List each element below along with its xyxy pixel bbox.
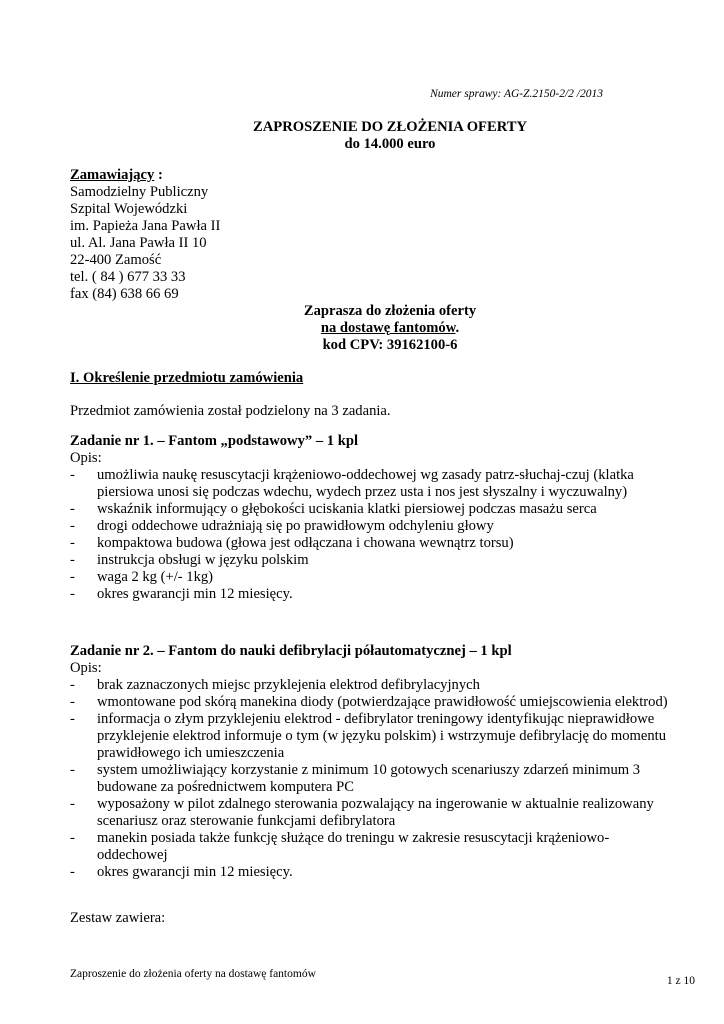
section-1-intro: Przedmiot zamówienia został podzielony na 3 zadania.: [70, 403, 391, 419]
task-2-list: [70, 677, 670, 881]
task-1-list: [70, 467, 670, 603]
task-1: [70, 433, 670, 603]
list-item: - kompaktowa budowa (głowa jest odłączana i chowana wewnątrz torsu): [70, 535, 670, 552]
orderer-line: Samodzielny Publiczny: [70, 184, 209, 200]
title-line-1: ZAPROSZENIE DO ZŁOŻENIA OFERTY: [253, 119, 527, 135]
kit-label: Zestaw zawiera:: [70, 910, 166, 926]
invitation-line-1: Zaprasza do złożenia oferty: [303, 303, 477, 319]
orderer-block: [70, 167, 220, 303]
list-item: - wskaźnik informujący o głębokości uciskania klatki piersiowej podczas masażu serca: [70, 501, 670, 518]
invitation-cpv: kod CPV: 39162100-6: [322, 337, 458, 353]
orderer-line: fax (84) 638 66 69: [70, 286, 179, 302]
list-item: - okres gwarancji min 12 miesięcy.: [70, 586, 670, 603]
list-item: - drogi oddechowe udrażniają się po prawidłowym odchyleniu głowy: [70, 518, 670, 535]
task-2: [70, 643, 670, 881]
list-item: - manekin posiada także funkcję służące do treningu w zakresie resuscytacji krążeniowo-oddechowej: [70, 830, 670, 864]
orderer-colon: :: [154, 167, 163, 183]
task-2-title: Zadanie nr 2. – Fantom do nauki defibrylacji półautomatycznej – 1 kpl: [70, 643, 512, 659]
list-item: - instrukcja obsługi w języku polskim: [70, 552, 670, 569]
list-item: - brak zaznaczonych miejsc przyklejenia elektrod defibrylacyjnych: [70, 677, 670, 694]
list-item: - system umożliwiający korzystanie z minimum 10 gotowych scenariuszy zdarzeń minimum 3 budowane za pośrednictwem komputera PC: [70, 762, 670, 796]
list-item: - okres gwarancji min 12 miesięcy.: [70, 864, 670, 881]
invitation-line-2: [0, 320, 724, 337]
title-line-2: do 14.000 euro: [344, 136, 436, 152]
orderer-line: im. Papieża Jana Pawła II: [70, 218, 221, 234]
list-item: - wmontowane pod skórą manekina diody (potwierdzające prawidłowość umiejscowienia elektrod): [70, 694, 670, 711]
invitation-block: [0, 303, 724, 354]
list-item: - wyposażony w pilot zdalnego sterowania pozwalający na ingerowanie w aktualnie realizowany scenariusz oraz sterowanie funkcjami defibrylatora: [70, 796, 670, 830]
orderer-line: tel. ( 84 ) 677 33 33: [70, 269, 186, 285]
orderer-line: 22-400 Zamość: [70, 252, 162, 268]
page-number: 1 z 10: [666, 975, 695, 987]
invitation-subject: na dostawę fantomów: [320, 320, 456, 336]
orderer-line: ul. Al. Jana Pawła II 10: [70, 235, 207, 251]
case-number: Numer sprawy: AG-Z.2150-2/2 /2013: [430, 88, 603, 100]
orderer-line: Szpital Wojewódzki: [70, 201, 188, 217]
list-item: - umożliwia naukę resuscytacji krążeniowo-oddechowej wg zasady patrz-słuchaj-czuj (klatka piersiowa unosi się podczas wdechu, wydech przez usta i nos jest słyszalny i wyczuwalny): [70, 467, 670, 501]
task-1-title: Zadanie nr 1. – Fantom „podstawowy” – 1 kpl: [70, 433, 359, 449]
document-title: [0, 119, 724, 153]
orderer-heading: [70, 167, 220, 184]
section-1-heading: I. Określenie przedmiotu zamówienia: [70, 370, 304, 386]
list-item: - waga 2 kg (+/- 1kg): [70, 569, 670, 586]
orderer-label: Zamawiający: [70, 167, 155, 183]
invitation-period: .: [455, 320, 460, 336]
footer-text: Zaproszenie do złożenia oferty na dostawę fantomów: [70, 968, 316, 980]
task-2-opis: Opis:: [70, 660, 102, 676]
task-1-opis: Opis:: [70, 450, 102, 466]
list-item: - informacja o złym przyklejeniu elektrod - defibrylator treningowy identyfikując nieprawidłowe przyklejenie elektrod informuje o tym (w języku polskim) i wstrzymuje defibrylację do momentu prawidłowego ich umieszczenia: [70, 711, 670, 762]
